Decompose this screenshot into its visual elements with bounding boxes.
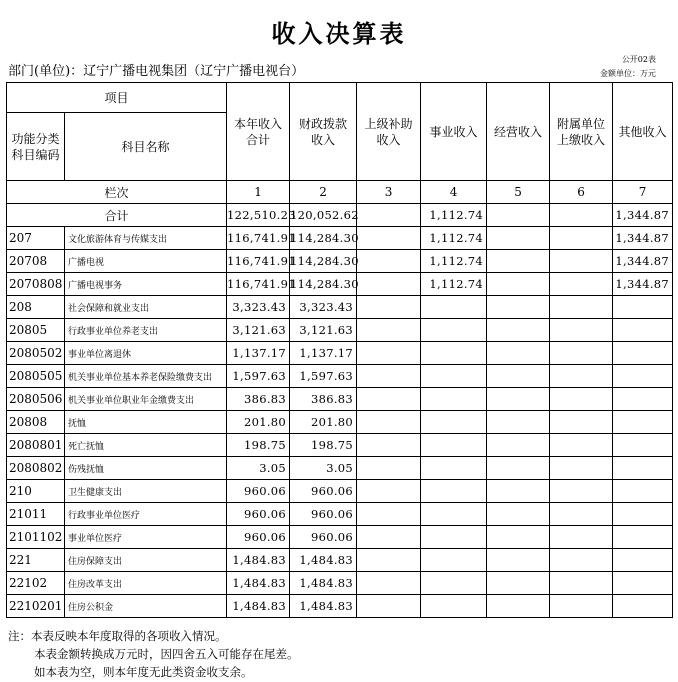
amount-cell: 1,484.83	[290, 549, 357, 572]
amount-cell: 198.75	[227, 434, 290, 457]
amount-cell: 960.06	[227, 503, 290, 526]
total-cell	[357, 204, 421, 227]
amount-cell: 116,741.91	[227, 250, 290, 273]
amount-cell	[487, 273, 550, 296]
total-label: 合计	[7, 204, 227, 227]
amount-cell	[613, 526, 673, 549]
amount-cell	[357, 480, 421, 503]
amount-cell	[613, 480, 673, 503]
amount-cell	[357, 227, 421, 250]
amount-cell	[357, 365, 421, 388]
amount-cell: 116,741.91	[227, 273, 290, 296]
subject-name: 机关事业单位基本养老保险缴费支出	[65, 365, 227, 388]
amount-cell: 114,284.30	[290, 250, 357, 273]
total-cell: 1,344.87	[613, 204, 673, 227]
total-cell	[487, 204, 550, 227]
subject-name: 事业单位医疗	[65, 526, 227, 549]
amount-cell: 1,344.87	[613, 227, 673, 250]
amount-cell	[421, 319, 487, 342]
subject-code: 208	[7, 296, 65, 319]
amount-cell	[613, 595, 673, 618]
amount-cell	[487, 457, 550, 480]
amount-cell	[421, 526, 487, 549]
amount-cell	[421, 434, 487, 457]
row-index-cell: 6	[550, 181, 613, 204]
amount-cell	[487, 227, 550, 250]
amount-cell: 1,344.87	[613, 250, 673, 273]
amount-cell: 3,323.43	[227, 296, 290, 319]
amount-cell	[550, 388, 613, 411]
amount-cell: 1,484.83	[227, 549, 290, 572]
subject-code: 20708	[7, 250, 65, 273]
amount-cell	[487, 503, 550, 526]
table-row	[7, 388, 673, 411]
amount-cell	[487, 595, 550, 618]
amount-cell	[487, 526, 550, 549]
amount-cell: 3,121.63	[227, 319, 290, 342]
table-row	[7, 250, 673, 273]
amount-cell	[550, 296, 613, 319]
row-index-label: 栏次	[7, 181, 227, 204]
amount-cell: 3.05	[290, 457, 357, 480]
amount-cell: 1,112.74	[421, 273, 487, 296]
amount-cell: 201.80	[290, 411, 357, 434]
amount-cell	[550, 457, 613, 480]
amount-cell: 1,344.87	[613, 273, 673, 296]
table-row	[7, 411, 673, 434]
subject-name: 卫生健康支出	[65, 480, 227, 503]
col-header-4: 事业收入	[421, 83, 487, 181]
amount-cell	[357, 342, 421, 365]
amount-cell	[550, 227, 613, 250]
col-header-3: 上级补助 收入	[357, 83, 421, 181]
table-row	[7, 434, 673, 457]
subject-code: 2080506	[7, 388, 65, 411]
table-row	[7, 365, 673, 388]
amount-cell	[613, 319, 673, 342]
amount-cell	[487, 296, 550, 319]
amount-cell	[613, 457, 673, 480]
subject-name: 伤残抚恤	[65, 457, 227, 480]
amount-cell	[487, 434, 550, 457]
amount-cell	[550, 319, 613, 342]
table-row	[7, 503, 673, 526]
row-index-cell: 4	[421, 181, 487, 204]
amount-cell	[421, 480, 487, 503]
amount-cell: 3,323.43	[290, 296, 357, 319]
subject-name: 机关事业单位职业年金缴费支出	[65, 388, 227, 411]
amount-cell: 114,284.30	[290, 227, 357, 250]
amount-cell: 1,484.83	[227, 595, 290, 618]
subject-code: 2101102	[7, 526, 65, 549]
table-row	[7, 595, 673, 618]
income-table	[6, 82, 673, 618]
amount-cell: 960.06	[290, 480, 357, 503]
amount-cell	[550, 503, 613, 526]
amount-cell: 1,112.74	[421, 227, 487, 250]
subject-code: 221	[7, 549, 65, 572]
amount-cell: 960.06	[290, 503, 357, 526]
table-row	[7, 227, 673, 250]
subject-code: 2210201	[7, 595, 65, 618]
col-header-7: 其他收入	[613, 83, 673, 181]
amount-cell	[550, 480, 613, 503]
table-row	[7, 319, 673, 342]
total-cell: 1,112.74	[421, 204, 487, 227]
amount-cell: 1,484.83	[290, 595, 357, 618]
amount-cell	[613, 411, 673, 434]
amount-cell: 1,484.83	[227, 572, 290, 595]
amount-cell: 960.06	[290, 526, 357, 549]
amount-cell	[421, 411, 487, 434]
amount-cell	[550, 250, 613, 273]
amount-cell	[613, 549, 673, 572]
amount-cell: 116,741.91	[227, 227, 290, 250]
amount-cell	[613, 434, 673, 457]
amount-cell	[357, 549, 421, 572]
amount-cell	[357, 595, 421, 618]
table-row	[7, 342, 673, 365]
row-index-cell: 1	[227, 181, 290, 204]
amount-cell	[357, 503, 421, 526]
subject-name: 死亡抚恤	[65, 434, 227, 457]
total-cell: 122,510.23	[227, 204, 290, 227]
amount-cell	[487, 319, 550, 342]
subject-code: 2080502	[7, 342, 65, 365]
subject-code: 207	[7, 227, 65, 250]
amount-cell	[550, 526, 613, 549]
amount-cell	[550, 365, 613, 388]
amount-cell	[550, 273, 613, 296]
table-row	[7, 480, 673, 503]
subject-name: 文化旅游体育与传媒支出	[65, 227, 227, 250]
name-header: 科目名称	[65, 113, 227, 181]
total-cell: 120,052.62	[290, 204, 357, 227]
amount-cell	[357, 572, 421, 595]
amount-cell	[487, 549, 550, 572]
amount-cell	[357, 457, 421, 480]
amount-cell	[421, 457, 487, 480]
amount-cell	[613, 296, 673, 319]
amount-cell: 386.83	[290, 388, 357, 411]
amount-cell	[613, 388, 673, 411]
amount-cell	[421, 503, 487, 526]
amount-cell	[357, 319, 421, 342]
note-line: 本表金额转换成万元时，因四舍五入可能存在尾差。	[34, 647, 299, 661]
subject-name: 社会保障和就业支出	[65, 296, 227, 319]
total-row	[7, 204, 673, 227]
amount-cell	[357, 388, 421, 411]
subject-code: 21011	[7, 503, 65, 526]
amount-cell	[550, 411, 613, 434]
amount-unit: 金额单位：万元	[600, 69, 656, 78]
row-index-cell: 2	[290, 181, 357, 204]
amount-cell	[613, 572, 673, 595]
table-row	[7, 457, 673, 480]
row-index-cell: 3	[357, 181, 421, 204]
subject-code: 210	[7, 480, 65, 503]
col-header-1: 本年收入 合计	[227, 83, 290, 181]
subject-code: 22102	[7, 572, 65, 595]
amount-cell	[421, 342, 487, 365]
amount-cell: 1,112.74	[421, 250, 487, 273]
amount-cell	[357, 296, 421, 319]
amount-cell	[421, 572, 487, 595]
subject-name: 广播电视	[65, 250, 227, 273]
subject-code: 2080802	[7, 457, 65, 480]
subject-code: 20805	[7, 319, 65, 342]
row-index-cell: 5	[487, 181, 550, 204]
col-header-6: 附属单位 上缴收入	[550, 83, 613, 181]
amount-cell	[421, 388, 487, 411]
notes	[8, 627, 299, 681]
amount-cell: 114,284.30	[290, 273, 357, 296]
table-row	[7, 296, 673, 319]
col-header-2: 财政拨款 收入	[290, 83, 357, 181]
subject-code: 2080801	[7, 434, 65, 457]
amount-cell: 960.06	[227, 526, 290, 549]
amount-cell	[357, 411, 421, 434]
amount-cell	[487, 388, 550, 411]
amount-cell	[487, 480, 550, 503]
amount-cell: 1,137.17	[227, 342, 290, 365]
note-line: 注：本表反映本年度取得的各项收入情况。	[8, 629, 227, 643]
amount-cell: 1,597.63	[290, 365, 357, 388]
amount-cell: 3.05	[227, 457, 290, 480]
subject-name: 抚恤	[65, 411, 227, 434]
table-row	[7, 526, 673, 549]
amount-cell	[550, 549, 613, 572]
amount-cell	[357, 250, 421, 273]
subject-code: 2080505	[7, 365, 65, 388]
amount-cell	[613, 365, 673, 388]
amount-cell	[421, 549, 487, 572]
amount-cell: 201.80	[227, 411, 290, 434]
amount-cell	[357, 434, 421, 457]
amount-cell	[421, 365, 487, 388]
amount-cell: 3,121.63	[290, 319, 357, 342]
code-header: 功能分类 科目编码	[7, 113, 65, 181]
row-index-cell: 7	[613, 181, 673, 204]
form-number: 公开02表	[621, 55, 656, 64]
amount-cell	[550, 434, 613, 457]
page-title: 收入决算表	[271, 19, 407, 48]
table-row	[7, 572, 673, 595]
amount-cell	[550, 572, 613, 595]
subject-name: 行政事业单位养老支出	[65, 319, 227, 342]
col-header-5: 经营收入	[487, 83, 550, 181]
table-row	[7, 273, 673, 296]
amount-cell: 386.83	[227, 388, 290, 411]
amount-cell	[613, 503, 673, 526]
amount-cell: 198.75	[290, 434, 357, 457]
amount-cell	[357, 526, 421, 549]
total-cell	[550, 204, 613, 227]
amount-cell	[487, 342, 550, 365]
amount-cell: 1,597.63	[227, 365, 290, 388]
subject-name: 广播电视事务	[65, 273, 227, 296]
subject-name: 住房改革支出	[65, 572, 227, 595]
amount-cell	[487, 572, 550, 595]
amount-cell	[421, 595, 487, 618]
amount-cell	[613, 342, 673, 365]
subject-name: 住房公积金	[65, 595, 227, 618]
amount-cell: 1,484.83	[290, 572, 357, 595]
amount-cell	[487, 411, 550, 434]
amount-cell: 1,137.17	[290, 342, 357, 365]
amount-cell	[357, 273, 421, 296]
amount-cell	[487, 250, 550, 273]
row-index-row	[7, 181, 673, 204]
subject-code: 2070808	[7, 273, 65, 296]
amount-cell	[550, 595, 613, 618]
item-header: 项目	[7, 83, 227, 113]
subject-code: 20808	[7, 411, 65, 434]
subject-name: 住房保障支出	[65, 549, 227, 572]
amount-cell: 960.06	[227, 480, 290, 503]
table-row	[7, 549, 673, 572]
amount-cell	[550, 342, 613, 365]
subject-name: 行政事业单位医疗	[65, 503, 227, 526]
amount-cell	[421, 296, 487, 319]
note-line: 如本表为空，则本年度无此类资金收支余。	[34, 665, 253, 679]
subject-name: 事业单位离退休	[65, 342, 227, 365]
amount-cell	[487, 365, 550, 388]
department-label: 部门(单位)：辽宁广播电视集团（辽宁广播电视台）	[8, 64, 305, 79]
